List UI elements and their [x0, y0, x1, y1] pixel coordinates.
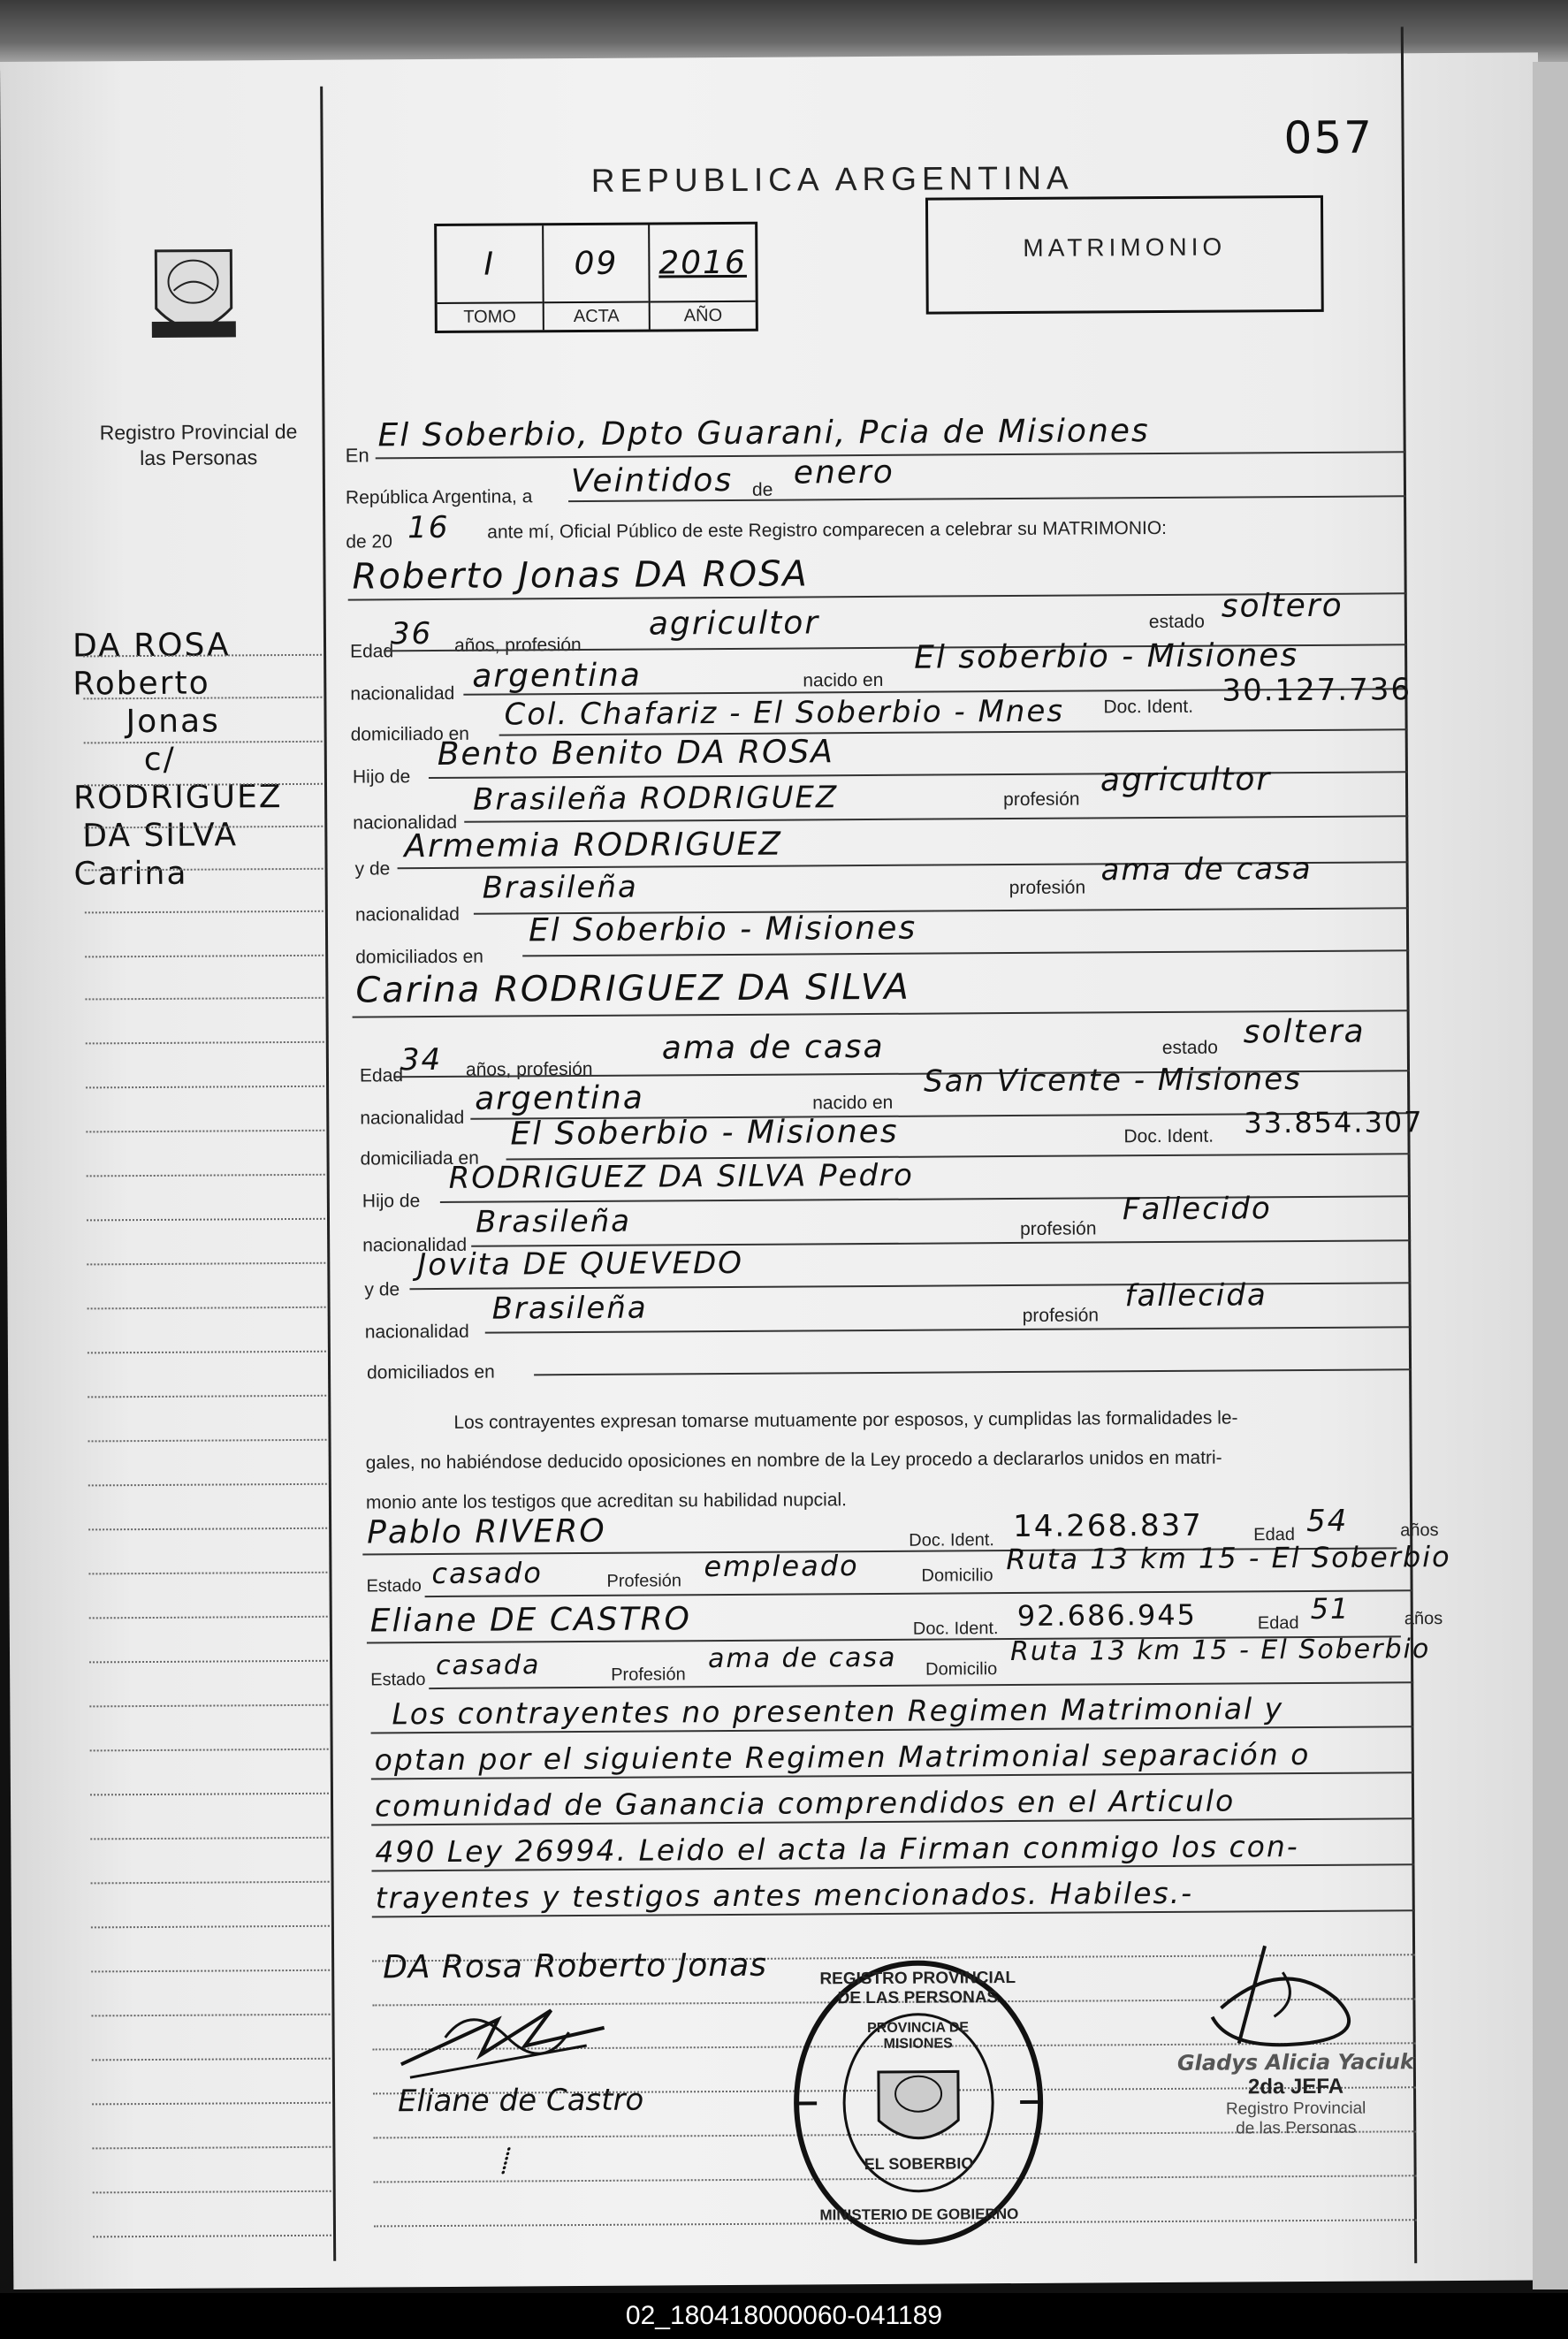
declaration-line-2: gales, no habiéndose deducido oposiciones en nombre de la Ley procedo a declararlos unidos en matri-	[365, 1447, 1222, 1474]
document-code: 02_180418000060-041189	[0, 2293, 1568, 2339]
witness1-doc-label: Doc. Ident.	[909, 1530, 995, 1550]
margin-note-bride-first: Carina	[73, 855, 188, 893]
tomo-cell	[437, 225, 544, 331]
en-label: En	[345, 444, 369, 467]
groom-edad-label: Edad	[350, 641, 394, 662]
record-ref-box	[434, 222, 758, 333]
tomo-value: I	[483, 246, 496, 283]
witness2-doc: 92.686.945	[1016, 1597, 1198, 1634]
stamp-outer-text: REGISTRO PROVINCIAL DE LAS PERSONAS	[819, 1969, 1016, 2008]
declaration-text	[365, 1397, 1418, 1522]
groom-nacido-label: nacido en	[803, 669, 884, 691]
witness1-edad-label: Edad	[1253, 1525, 1295, 1545]
book-edge	[1533, 62, 1568, 2289]
margin-note-surname: DA ROSA	[72, 627, 231, 665]
ano-cell	[650, 225, 755, 330]
bride-nac-label: nacionalidad	[360, 1107, 465, 1129]
witness1-dom-label: Domicilio	[921, 1566, 993, 1586]
month-value: enero	[793, 453, 894, 491]
bride-padre: RODRIGUEZ DA SILVA Pedro	[448, 1157, 915, 1196]
registry-name: Registro Provincial de las Personas	[99, 419, 298, 470]
acta-cell	[544, 225, 651, 331]
bride-domicilio: El Soberbio - Misiones	[510, 1113, 899, 1153]
bride-madre-nac-label: nacionalidad	[364, 1321, 469, 1343]
margin-mark: ⸽	[500, 2145, 509, 2175]
groom-edad: 36	[390, 616, 433, 652]
witness-signature-scribble	[392, 1992, 622, 2096]
note-line-3: comunidad de Ganancia comprendidos en el Articulo	[374, 1783, 1236, 1824]
groom-doc: 30.127.736	[1222, 672, 1412, 709]
witness1-anos-label: años	[1400, 1520, 1439, 1541]
note-line-4: 490 Ley 26994. Leido el acta la Firman conmigo los con-	[375, 1829, 1299, 1870]
groom-nacionalidad: argentina	[472, 657, 643, 695]
groom-doc-label: Doc. Ident.	[1103, 696, 1194, 718]
margin-note-bride-surname1: RODRIGUEZ	[72, 779, 283, 817]
record-type-box: MATRIMONIO	[925, 195, 1324, 315]
bride-yde-label: y de	[364, 1279, 400, 1300]
witness2-dom-label: Domicilio	[925, 1659, 998, 1680]
witness1-edad: 54	[1305, 1503, 1349, 1540]
ano-value: 2016	[658, 244, 748, 281]
groom-dom-label: domiciliado en	[350, 723, 469, 745]
witness2-profesion: ama de casa	[707, 1642, 897, 1675]
groom-name: Roberto Jonas DA ROSA	[352, 553, 809, 598]
groom-domicilio: Col. Chafariz - El Soberbio - Mnes	[504, 693, 1065, 733]
page-number: 057	[1283, 111, 1374, 164]
witness1-doc: 14.268.837	[1013, 1507, 1203, 1545]
bride-nacido-label: nacido en	[812, 1092, 894, 1114]
bride-dom-label: domiciliada en	[360, 1147, 479, 1170]
bride-madre: Jovita DE QUEVEDO	[417, 1245, 744, 1284]
year-prefix: de 20	[346, 531, 392, 552]
official-name: Gladys Alicia Yaciuk	[1176, 2049, 1414, 2076]
margin-note-middle: Jonas	[126, 703, 220, 741]
witness2-anos-label: años	[1404, 1609, 1443, 1629]
official-stamp	[789, 1956, 1047, 2254]
bride-doms-label: domiciliados en	[366, 1361, 495, 1383]
declaration-line-1: Los contrayentes expresan tomarse mutuamente por esposos, y cumplidas las formalidades le-	[453, 1407, 1238, 1433]
groom-estado-label: estado	[1148, 611, 1206, 633]
bride-name: Carina RODRIGUEZ DA SILVA	[355, 966, 910, 1011]
official-title: 2da JEFA	[1247, 2074, 1344, 2099]
official-block	[1163, 2049, 1429, 2139]
ano-label: AÑO	[651, 301, 756, 330]
stamp-bottom-text: MINISTERIO DE GOBIERNO	[819, 2206, 1019, 2224]
groom-hijo-label: Hijo de	[352, 766, 411, 788]
bride-padre-prof-label: profesión	[1020, 1218, 1097, 1239]
margin-notes	[72, 626, 283, 893]
witness2-estado-label: Estado	[370, 1670, 426, 1690]
groom-madre-prof: ama de casa	[1100, 850, 1313, 888]
bride-padre-nac-label: nacionalidad	[362, 1234, 468, 1256]
witness2-doc-label: Doc. Ident.	[912, 1619, 999, 1639]
witness1-domicilio: Ruta 13 km 15 - El Soberbio	[1006, 1540, 1451, 1577]
margin-note-first: Roberto	[72, 665, 210, 703]
groom-padre-nac: Brasileña RODRIGUEZ	[472, 780, 839, 818]
republica-label: República Argentina, a	[345, 486, 533, 508]
groom-nac-label: nacionalidad	[350, 682, 455, 705]
place-value: El Soberbio, Dpto Guarani, Pcia de Misiones	[377, 413, 1150, 454]
bride-madre-nac: Brasileña	[491, 1290, 648, 1327]
bride-estado: soltera	[1243, 1013, 1366, 1051]
bride-estado-label: estado	[1161, 1037, 1218, 1058]
witness2-estado: casada	[435, 1649, 541, 1682]
groom-padre-nac-label: nacionalidad	[353, 811, 458, 834]
bride-doc-label: Doc. Ident.	[1123, 1125, 1214, 1147]
note-line-5: trayentes y testigos antes mencionados. Habiles.-	[375, 1875, 1194, 1916]
groom-anos-label: años, profesión	[453, 634, 582, 656]
declaration-line-3: monio ante los testigos que acreditan su habilidad nupcial.	[365, 1489, 848, 1513]
record-sheet	[0, 52, 1551, 2289]
official-org-line2: de las Personas	[1236, 2118, 1357, 2138]
bride-padre-prof: Fallecido	[1122, 1191, 1272, 1228]
groom-nacido: El soberbio - Misiones	[914, 637, 1299, 676]
bride-profesion: ama de casa	[661, 1028, 885, 1067]
groom-profesion: agricultor	[648, 605, 820, 643]
margin-note-bride-surname2: DA SILVA	[82, 817, 239, 855]
groom-madre: Armemia RODRIGUEZ	[404, 826, 783, 865]
bride-padre-nac: Brasileña	[475, 1203, 632, 1240]
bride-madre-prof: fallecida	[1124, 1277, 1267, 1314]
groom-madre-nac: Brasileña	[482, 869, 638, 906]
groom-padres-dom: El Soberbio - Misiones	[528, 910, 917, 949]
acta-value: 09	[574, 245, 619, 282]
groom-padre-prof-label: profesión	[1003, 789, 1080, 811]
witness1-estado: casado	[431, 1556, 543, 1591]
witness2-name: Eliane DE CASTRO	[369, 1601, 691, 1640]
groom-padre-prof: agricultor	[1100, 761, 1272, 799]
note-line-2: optan por el siguiente Regimen Matrimonial separación o	[374, 1736, 1311, 1778]
bride-nacido: San Vicente - Misiones	[923, 1062, 1302, 1100]
official-org-line1: Registro Provincial	[1225, 2099, 1366, 2119]
bride-hijo-label: Hijo de	[362, 1191, 421, 1212]
year-suffix: 16	[407, 509, 450, 546]
de-label: de	[751, 479, 773, 500]
ante-text: ante mí, Oficial Público de este Registro comparecen a celebrar su MATRIMONIO:	[487, 517, 1168, 543]
bride-nacionalidad: argentina	[475, 1079, 644, 1117]
witness2-edad-label: Edad	[1257, 1613, 1299, 1634]
day-value: Veintidos	[570, 461, 734, 500]
note-line-1: Los contrayentes no presenten Regimen Matrimonial y	[392, 1691, 1284, 1732]
official-signature-scribble	[1176, 1936, 1389, 2065]
acta-label: ACTA	[544, 301, 649, 331]
groom-padre: Bento Benito DA ROSA	[437, 734, 835, 773]
bride-edad-label: Edad	[359, 1065, 404, 1086]
notes-block	[374, 1685, 1419, 1921]
bride-madre-prof-label: profesión	[1022, 1305, 1100, 1326]
witness1-profesion: empleado	[704, 1549, 859, 1584]
bride-doc: 33.854.307	[1244, 1105, 1424, 1140]
witness2-prof-label: Profesión	[611, 1665, 686, 1685]
stamp-inner-text: PROVINCIA DE MISIONES	[867, 2020, 970, 2052]
groom-signature: DA Rosa Roberto Jonas	[383, 1947, 768, 1986]
groom-madre-nac-label: nacionalidad	[354, 903, 460, 926]
witness2-domicilio: Ruta 13 km 15 - El Soberbio	[1009, 1634, 1431, 1668]
groom-madre-prof-label: profesión	[1009, 877, 1086, 899]
bride-signature: Eliane de Castro	[397, 2082, 644, 2120]
witness2-edad: 51	[1310, 1591, 1351, 1626]
groom-doms-label: domiciliados en	[355, 946, 484, 968]
witness1-name: Pablo RIVERO	[367, 1512, 606, 1551]
witness1-estado-label: Estado	[366, 1576, 422, 1596]
bride-edad: 34	[400, 1041, 443, 1078]
margin-note-with: c/	[143, 741, 176, 779]
right-rule	[1401, 27, 1417, 2263]
province-seal-logo	[142, 237, 245, 357]
stamp-place-text: EL SOBERBIO	[864, 2154, 974, 2174]
tomo-label: TOMO	[438, 301, 543, 331]
bride-anos-label: años, profesión	[465, 1058, 593, 1080]
witness1-prof-label: Profesión	[606, 1571, 682, 1591]
country-title: REPUBLICA ARGENTINA	[590, 159, 1074, 199]
groom-yde-label: y de	[354, 858, 391, 880]
groom-estado: soltero	[1221, 587, 1343, 625]
